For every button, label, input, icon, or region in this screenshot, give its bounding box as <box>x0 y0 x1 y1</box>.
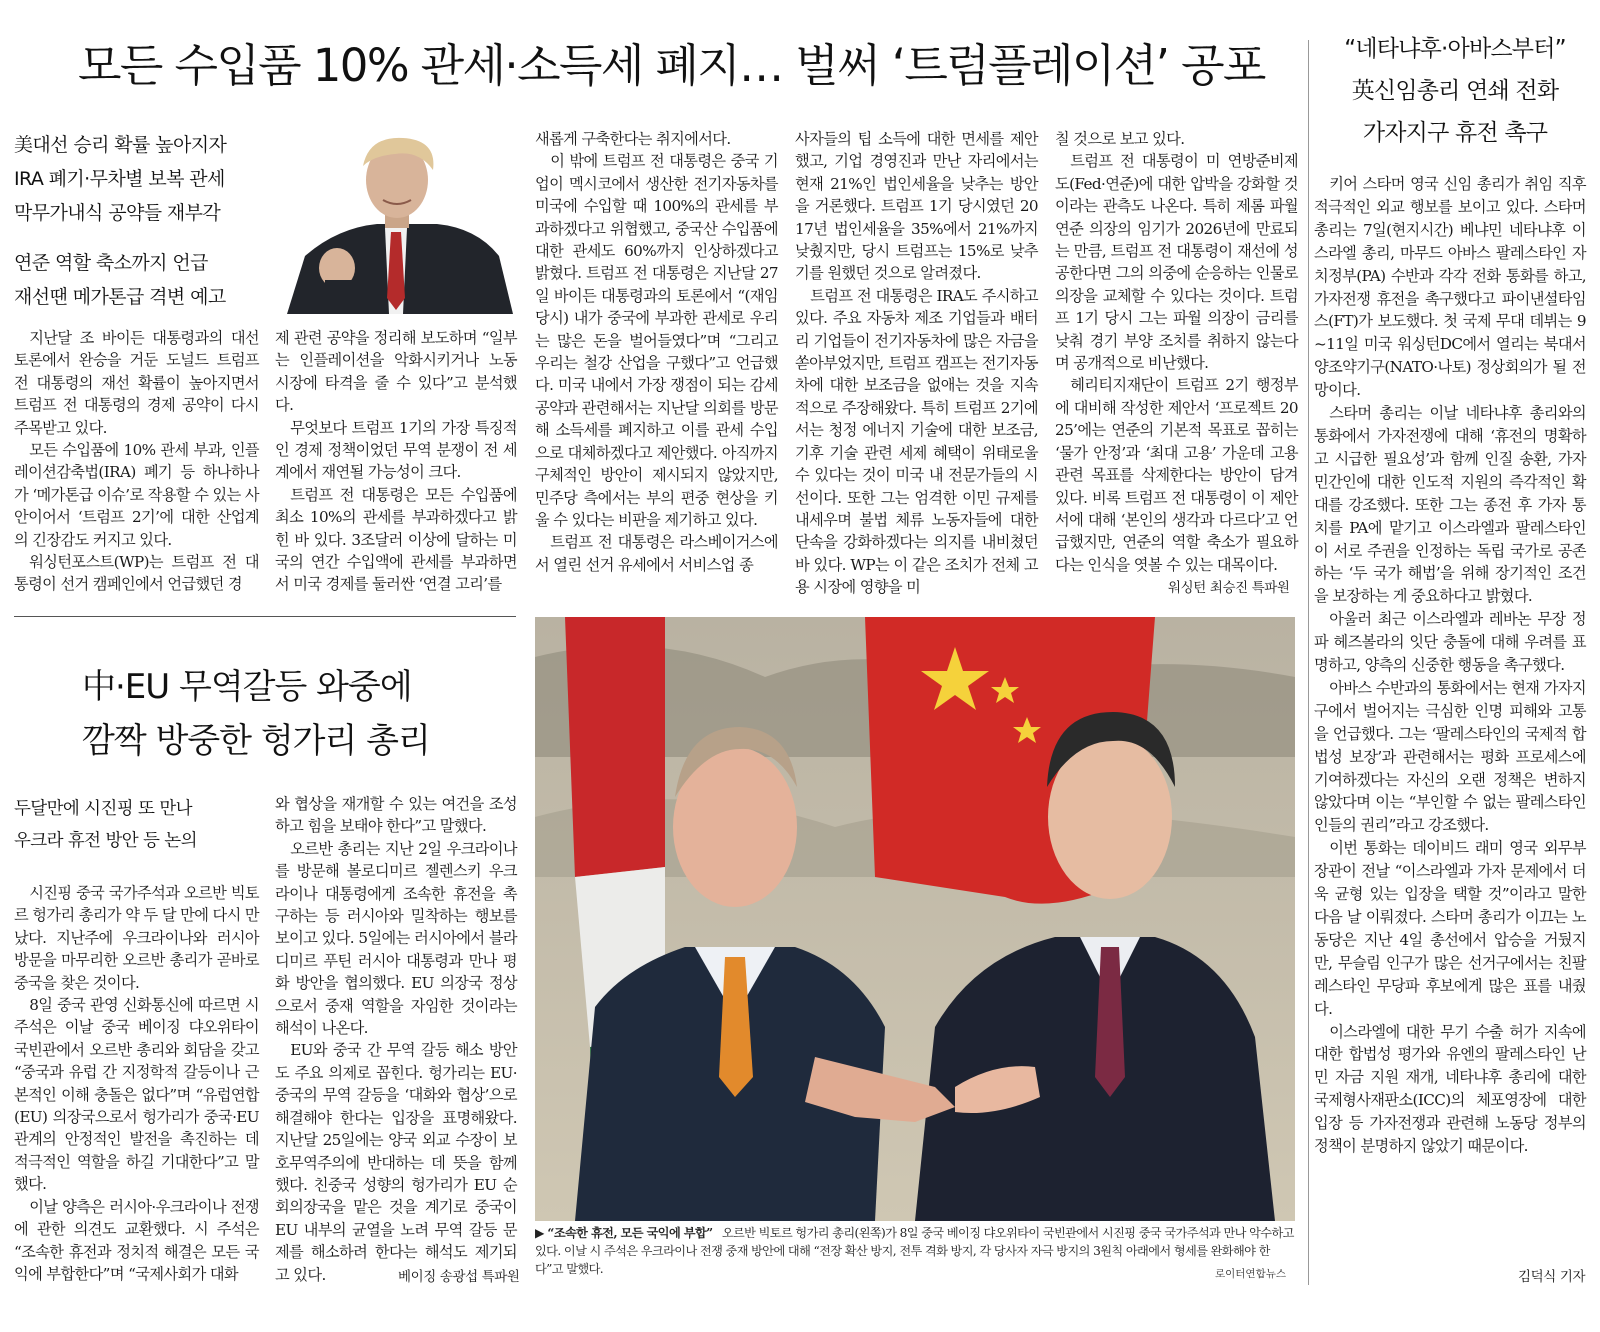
trump-subhead-4: 연준 역할 축소까지 언급 <box>14 252 208 274</box>
caption-title: ▶ “조속한 휴전, 모든 국익에 부합” <box>535 1226 713 1240</box>
uk-byline: 김덕식 기자 <box>1518 1269 1586 1285</box>
trump-photo <box>277 128 515 314</box>
trump-byline: 워싱턴 최승진 특파원 <box>1168 580 1290 596</box>
uk-p6: 이스라엘에 대한 무기 수출 허가 지속에 대한 합법성 평가와 유엔의 팔레스타인 난민 자금 지원 재개, 네타냐후 총리에 대한 국제형사재판소(ICC)의 체포영장에 대한 입장 등 가자전쟁과 관련해 노동당 정부의 정책이 분명하지 않았기 때문이다. <box>1314 1022 1586 1156</box>
trump-subhead-5: 재선땐 메가톤급 격변 예고 <box>14 286 226 308</box>
trump-col3-p1: 새롭게 구축한다는 취지에서다. <box>535 130 731 148</box>
uk-p5: 이번 통화는 데이비드 래미 영국 외무부 장관이 전날 “이스라엘과 가자 문제에서 더욱 균형 있는 입장을 택할 것”이라고 말한 다음 날 이뤄졌다. 스타머 총리가 이끄는 노동당은 지난 4일 총선에서 압승을 거뒀지만, 무슬림 인구가 많은 선거구에서는 친팔레스타인 무당파 후보에게 많은 표를 내줬다. <box>1314 839 1586 1018</box>
caption-body: 오르반 빅토르 헝가리 총리(왼쪽)가 8일 중국 베이징 댜오위타이 국빈관에서 시진핑 중국 국가주석과 만나 악수하고 있다. 이날 시 주석은 우크라이나 전쟁 중재 방안에 대해 “전장 확산 방지, 전투 격화 방지, 각 당사자 자극 방지의 3원칙 아래에서 형세를 완화해야 한다”고 말했다. <box>535 1226 1294 1276</box>
trump-col5-p3: 헤리티지재단이 트럼프 2기 행정부에 대비해 작성한 제안서 ‘프로젝트 2025’에는 연준의 기본적 목표로 꼽히는 ‘물가 안정’과 ‘최대 고용’ 가운데 고용 관련 목표를 삭제한다는 방안이 담겨 있다. 비록 트럼프 전 대통령이 이 제안서에 대해 ‘본인의 생각과 다르다’고 언급했지만, 연준의 역할 축소가 필요하다는 인식을 엿볼 수 있는 대목이다. <box>1055 376 1298 574</box>
trump-col-3 <box>535 128 778 576</box>
hungary-col2-p2: 오르반 총리는 지난 2일 우크라이나를 방문해 볼로디미르 젤렌스키 우크라이나 대통령에게 조속한 휴전을 촉구하는 등 러시아와 밀착하는 행보를 보이고 있다. 5일에는 러시아에서 블라디미르 푸틴 러시아 대통령과 만나 평화 방안을 협의했다. EU 의장국 정상으로서 중재 역할을 자임한 것이라는 해석이 나온다. <box>275 839 517 1038</box>
hungary-col1-p2: 8일 중국 관영 신화통신에 따르면 시 주석은 이날 중국 베이징 댜오위타이 국빈관에서 오르반 총리와 회담을 갖고 “중국과 유럽 간 지정학적 갈등이나 근본적인 이해 충돌은 없다”며 “유럽연합(EU) 의장국으로서 헝가리가 중국·EU 관계의 안정적인 발전을 촉진하는 데 적극적인 역할을 하길 기대한다”고 말했다. <box>14 996 259 1194</box>
hungary-byline: 베이징 송광섭 특파원 <box>398 1269 520 1285</box>
trump-col2-p2: 무엇보다 트럼프 1기의 가장 특징적인 경제 정책이었던 무역 분쟁이 전 세계에서 재연될 가능성이 크다. <box>275 418 517 482</box>
orban-xi-photo <box>535 617 1295 1221</box>
uk-headline-line3: 가자지구 휴전 촉구 <box>1362 120 1548 146</box>
trump-col1-p1: 지난달 조 바이든 대통령과의 대선 토론에서 완승을 거둔 도널드 트럼프 전 대통령의 재선 확률이 높아지면서 트럼프 전 대통령의 경제 공약이 다시 주목받고 있다. <box>14 329 259 437</box>
trump-subhead-1: 美대선 승리 확률 높아지자 <box>14 134 227 156</box>
trump-col3-p3: 트럼프 전 대통령은 라스베이거스에서 열린 선거 유세에서 서비스업 종 <box>535 533 778 574</box>
hungary-headline-line2: 깜짝 방중한 헝가리 총리 <box>82 721 430 761</box>
trump-subhead-3: 막무가내식 공약들 재부각 <box>14 202 221 224</box>
trump-col1-p3: 워싱턴포스트(WP)는 트럼프 전 대통령이 선거 캠페인에서 언급했던 경 <box>14 553 259 594</box>
uk-p4: 아바스 수반과의 통화에서는 현재 가자지구에서 벌어지는 극심한 인명 피해와 고통을 언급했다. 그는 ‘팔레스타인의 국제적 합법성 보장’과 관련해서는 평화 프로세스에 기여하겠다는 자신의 오랜 정책은 변하지 않았다며 이는 “부인할 수 없는 팔레스타인인들의 권리”라고 강조했다. <box>1314 678 1586 835</box>
hungary-headline <box>82 660 502 768</box>
trump-headline: 모든 수입품 10% 관세·소득세 폐지… 벌써 ‘트럼플레이션’ 공포 <box>78 39 1265 92</box>
trump-col4-p1: 사자들의 팁 소득에 대한 면세를 제안했고, 기업 경영진과 만난 자리에서는 현재 21%인 법인세율을 낮추는 방안을 거론했다. 트럼프 1기 당시였던 2017년 법인세율을 35%에서 21%까지 낮췄지만, 당시 트럼프는 15%로 낮추기를 원했던 것으로 알려졌다. <box>795 130 1038 283</box>
hungary-col2-p3: EU와 중국 간 무역 갈등 해소 방안도 주요 의제로 꼽힌다. 헝가리는 EU·중국의 무역 갈등을 ‘대화와 협상’으로 해결해야 한다는 입장을 표명해왔다. 지난달 25일에는 양국 외교 수장이 보호무역주의에 반대하는 데 뜻을 함께했다. 친중국 성향의 헝가리가 EU 순회의장국을 맡은 것을 계기로 중국이 EU 내부의 균열을 노려 무역 갈등 문제를 해소하려 한다는 해석도 제기되고 있다. <box>275 1041 517 1284</box>
trump-col-2 <box>275 327 517 596</box>
uk-body <box>1314 173 1586 1158</box>
uk-headline-line1: “네타냐후·아바스부터” <box>1344 36 1566 62</box>
hungary-subheads <box>14 793 264 857</box>
trump-photo-illustration <box>277 128 515 314</box>
trump-col2-p1: 제 관련 공약을 정리해 보도하며 “일부는 인플레이션을 악화시키거나 노동 시장에 타격을 줄 수 있다”고 분석했다. <box>275 329 517 415</box>
hungary-col1-p3: 이날 양측은 러시아·우크라이나 전쟁에 관한 의견도 교환했다. 시 주석은 “조속한 휴전과 정치적 해결은 모든 국익에 부합한다”며 “국제사회가 대화 <box>14 1197 259 1283</box>
right-column-divider <box>1308 40 1309 1285</box>
trump-col-4 <box>795 128 1038 599</box>
uk-p3: 아울러 최근 이스라엘과 레바논 무장 정파 헤즈볼라의 잇단 충돌에 대해 우려를 표명하고, 양측의 신중한 행동을 촉구했다. <box>1314 610 1586 675</box>
trump-col2-p3: 트럼프 전 대통령은 모든 수입품에 최소 10%의 관세를 부과하겠다고 밝힌 바 있다. 3조달러 이상에 달하는 미국의 연간 수입액에 관세를 부과하면서 미국 경제를 둘러싼 ‘연결 고리’를 <box>275 485 517 594</box>
hungary-subhead-2: 우크라 휴전 방안 등 논의 <box>14 831 197 851</box>
orban-xi-photo-illustration <box>535 617 1295 1221</box>
trump-col5-p1: 칠 것으로 보고 있다. <box>1055 130 1185 148</box>
hungary-col1-p1: 시진핑 중국 국가주석과 오르반 빅토르 헝가리 총리가 약 두 달 만에 다시 만났다. 지난주에 우크라이나와 러시아 방문을 마무리한 오르반 총리가 곧바로 중국을 찾은 것이다. <box>14 884 259 992</box>
trump-col-5 <box>1055 128 1298 576</box>
uk-p1: 키어 스타머 영국 신임 총리가 취임 직후 적극적인 외교 행보를 보이고 있다. 스타머 총리는 7일(현지시간) 베냐민 네타냐후 이스라엘 총리, 마무드 아바스 팔레스타인 자치정부(PA) 수반과 각각 전화 통화를 하고, 가자전쟁 휴전을 촉구했다고 파이낸셜타임스(FT)가 보도했다. 첫 국제 무대 데뷔는 9~11일 미국 워싱턴DC에서 열리는 북대서양조약기구(NATO·나토) 정상회의가 될 전망이다. <box>1314 175 1586 400</box>
uk-headline-line2: 英신임총리 연쇄 전화 <box>1351 78 1559 104</box>
hungary-col2-p1: 와 협상을 재개할 수 있는 여건을 조성하고 힘을 보태야 한다”고 말했다. <box>275 795 517 836</box>
hungary-col-1 <box>14 882 259 1285</box>
trump-col-1 <box>14 327 259 596</box>
hungary-col-2 <box>275 793 517 1286</box>
trump-col1-p2: 모든 수입품에 10% 관세 부과, 인플레이션감축법(IRA) 폐기 등 하나하나가 ‘메가톤급 이슈’로 작용할 수 있는 사안이어서 ‘트럼프 2기’에 대한 산업계의 긴장감도 커지고 있다. <box>14 441 259 549</box>
caption-credit: 로이터연합뉴스 <box>1215 1268 1287 1280</box>
trump-subheads <box>14 128 264 314</box>
photo-caption <box>535 1224 1295 1278</box>
hungary-headline-line1: 中·EU 무역갈등 와중에 <box>82 667 412 707</box>
trump-subhead-2: IRA 폐기·무차별 보복 관세 <box>14 168 225 190</box>
section-divider <box>14 616 516 617</box>
trump-col5-p2: 트럼프 전 대통령이 미 연방준비제도(Fed·연준)에 대한 압박을 강화할 것이라는 관측도 나온다. 특히 제롬 파월 연준 의장의 임기가 2026년에 만료되는 만큼, 트럼프 전 대통령이 재선에 성공한다면 그의 의중에 순응하는 인물로 의장을 교체할 수 있다는 것이다. 트럼프 1기 당시 그는 파월 의장이 금리를 낮춰 경기 부양 조치를 취하지 않는다며 공개적으로 비난했다. <box>1055 152 1298 373</box>
uk-p2: 스타머 총리는 이날 네타냐후 총리와의 통화에서 가자전쟁에 대해 ‘휴전의 명확하고 시급한 필요성’과 함께 인질 송환, 가자 민간인에 대한 인도적 지원의 즉각적인 확대를 강조했다. 또한 그는 종전 후 가자 통치를 PA에 맡기고 이스라엘과 팔레스타인이 서로 주권을 인정하는 독립 국가로 공존하는 ‘두 국가 해법’을 위해 장기적인 조건을 보장하는 게 중요하다고 밝혔다. <box>1314 404 1586 606</box>
uk-headline <box>1312 28 1598 154</box>
hungary-subhead-1: 두달만에 시진핑 또 만나 <box>14 799 192 819</box>
trump-col4-p2: 트럼프 전 대통령은 IRA도 주시하고 있다. 주요 자동차 제조 기업들과 배터리 기업들이 전기자동차에 많은 자금을 쏟아부었지만, 트럼프 캠프는 전기자동차에 대한 보조금을 없애는 것을 지속적으로 주장해왔다. 특히 트럼프 2기에서는 청정 에너지 기술에 대한 보조금, 기후 기술 관련 세제 혜택이 위태로울 수 있다는 것이 미국 내 전문가들의 시선이다. 또한 그는 엄격한 이민 규제를 내세우며 불법 체류 노동자들에 대한 단속을 강화하겠다는 의지를 내비쳤던 바 있다. WP는 이 같은 조치가 전체 고용 시장에 영향을 미 <box>795 286 1038 597</box>
trump-col3-p2: 이 밖에 트럼프 전 대통령은 중국 기업이 멕시코에서 생산한 전기자동차를 미국에 수입할 때 100%의 관세를 부과하겠다고 위협했고, 중국산 수입품에 대한 관세도 60%까지 인상하겠다고 밝혔다. 트럼프 전 대통령은 지난달 27일 바이든 대통령과의 토론에서 “(재임 당시) 내가 중국에 부과한 관세로 우리는 많은 돈을 벌어들였다”며 “그리고 우리는 철강 산업을 구했다”고 언급했다. 미국 내에서 가장 쟁점이 되는 감세 공약과 관련해서는 지난달 의회를 방문해 소득세를 폐지하고 이를 관세 수입으로 대체하겠다고 제안했다. 아직까지 구체적인 방안이 제시되지 않았지만, 민주당 측에서는 부의 편중 현상을 키울 수 있다는 비판을 제기하고 있다. <box>535 152 778 529</box>
